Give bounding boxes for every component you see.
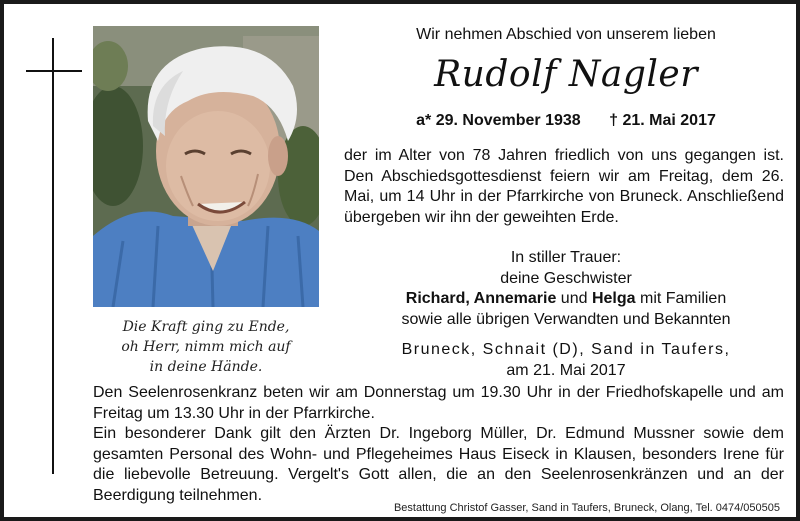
mourning-names — [344, 289, 788, 310]
mourning-relatives: sowie alle übrigen Verwandten und Bekannten — [401, 310, 731, 328]
rosary-info: Den Seelenrosenkranz beten wir am Donnerstag um 19.30 Uhr in der Friedhofskapelle und am Freitag um 13.30 Uhr in der Pfarrkirche. — [93, 384, 784, 422]
intro-line: Wir nehmen Abschied von unserem lieben — [416, 26, 716, 43]
mourning-heading: In stiller Trauer: — [510, 249, 622, 266]
quote-line: in deine Hände. — [149, 359, 263, 375]
death-date: † 21. Mai 2017 — [609, 112, 716, 129]
mourners-block — [344, 248, 788, 330]
with-families: mit Familien — [639, 290, 727, 307]
thanks-text: Ein besonderer Dank gilt den Ärzten Dr. Ingeborg Müller, Dr. Edmund Mussner sowie dem gesamten Personal des Wohn- und Pflegeheimes Haus Eiseck in Klausen, besonders Irene für die liebevolle Betreuung. Vergelt's Gott allen, die an den Seelenrosenkränzen und an der Beerdigung teilnehmen. — [93, 425, 784, 504]
deceased-name: Rudolf Nagler — [434, 54, 698, 95]
place-date — [344, 340, 788, 381]
service-details — [93, 383, 784, 506]
quote-line: Die Kraft ging zu Ende, — [122, 319, 290, 335]
mourning-relation: deine Geschwister — [500, 269, 632, 287]
cross-icon — [52, 38, 54, 474]
life-dates — [344, 110, 788, 132]
memorial-quote — [93, 317, 319, 377]
conjunction: und — [560, 290, 588, 307]
sibling-names-b: Helga — [591, 290, 636, 307]
birth-date: a* 29. November 1938 — [416, 112, 581, 129]
quote-line: oh Herr, nimm mich auf — [121, 339, 291, 355]
places: Bruneck, Schnait (D), Sand in Taufers, — [401, 341, 731, 358]
portrait-photo — [93, 26, 319, 307]
sibling-names-a: Richard, Annemarie — [405, 290, 557, 307]
notice-date: am 21. Mai 2017 — [506, 361, 626, 379]
announcement-text: der im Alter von 78 Jahren friedlich von uns gegangen ist. Den Abschiedsgottesdienst feiern wir am Freitag, dem 26. Mai, um 14 Uhr in der Pfarrkirche von Bruneck. Anschließend übergeben wir ihn der geweihten Erde. — [344, 147, 784, 226]
portrait-illustration — [93, 26, 319, 307]
cross-icon-bar — [26, 70, 82, 72]
funeral-home: Bestattung Christof Gasser, Sand in Taufers, Bruneck, Olang, Tel. 0474/050505 — [393, 502, 780, 514]
